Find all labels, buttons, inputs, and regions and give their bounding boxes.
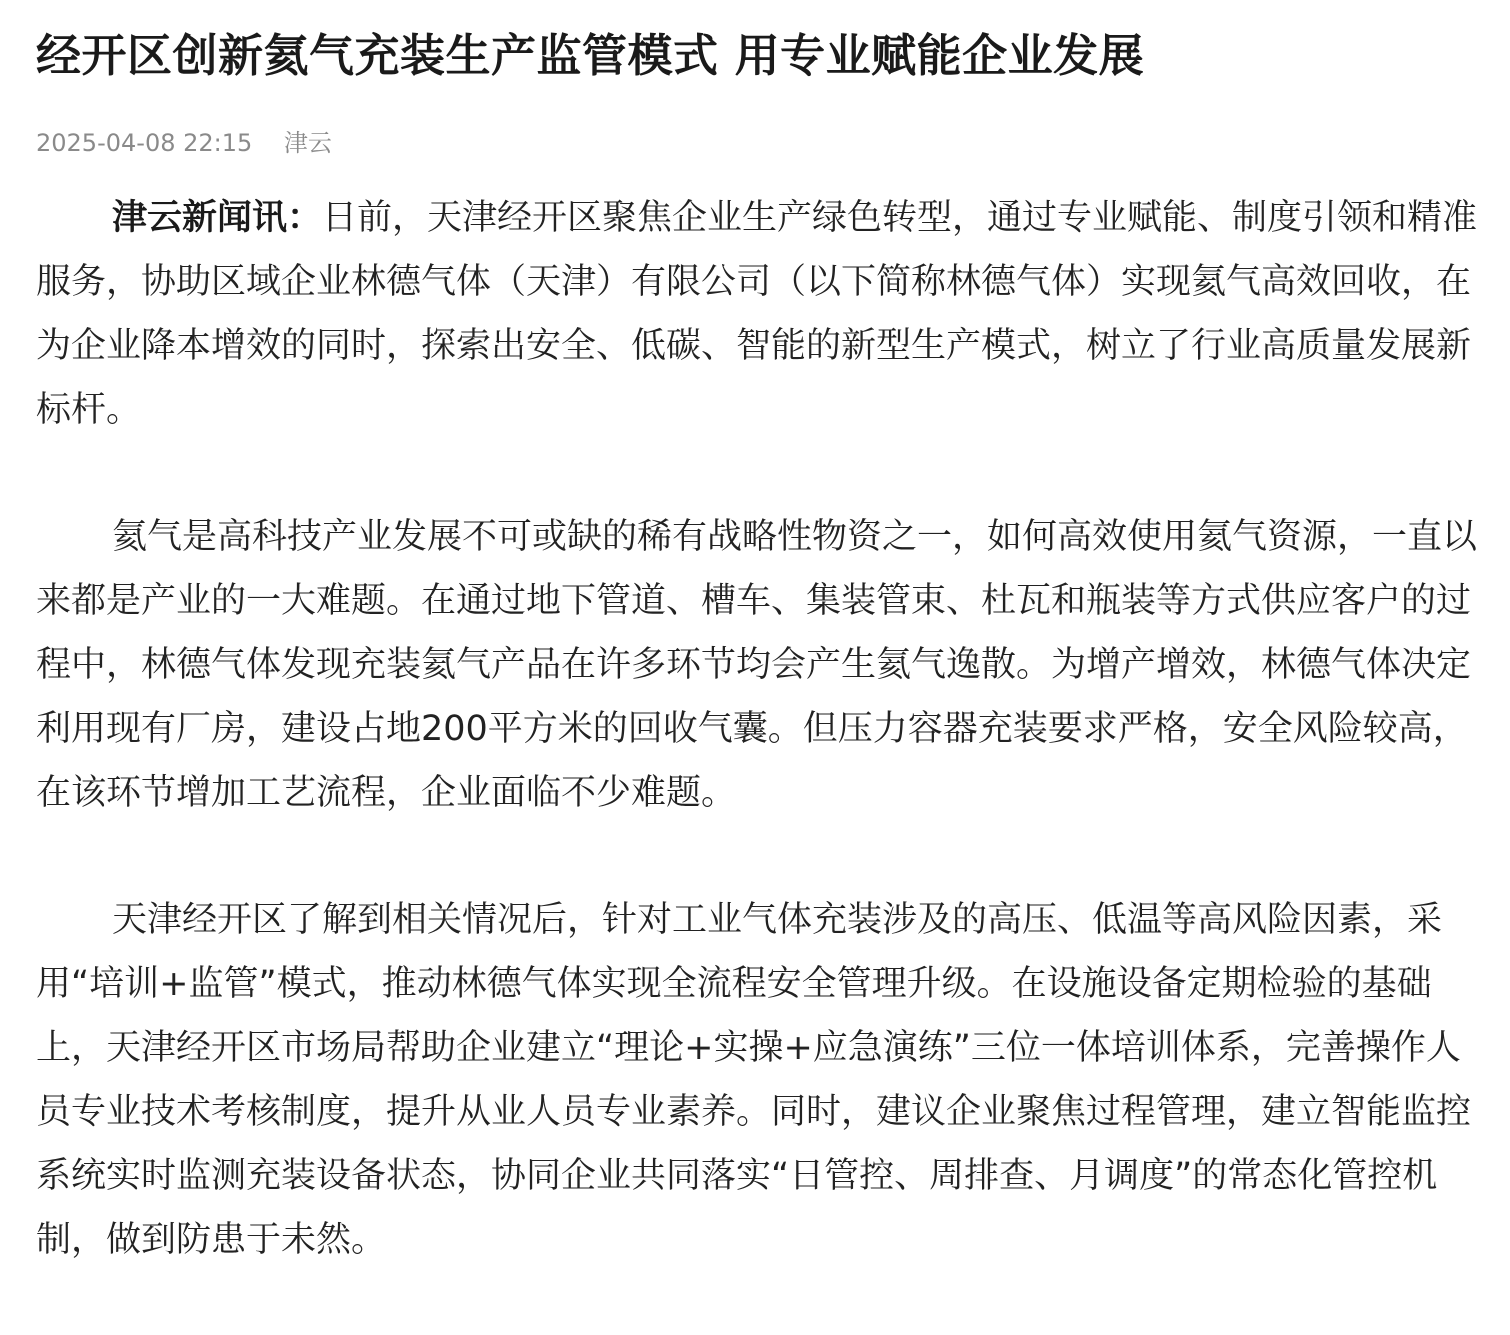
paragraph-text: 天津经开区了解到相关情况后，针对工业气体充装涉及的高压、低温等高风险因素，采用“培训+监管”模式，推动林德气体实现全流程安全管理升级。在设施设备定期检验的基础上，天津经开区市场局帮助企业建立“理论+实操+应急演练”三位一体培训体系，完善操作人员专业技术考核制度，提升从业人员专业素养。同时，建议企业聚焦过程管理，建立智能监控系统实时监测充装设备状态，协同企业共同落实“日管控、周排查、月调度”的常态化管控机制，做到防患于未然。 [36, 900, 1472, 1260]
paragraph-1 [36, 186, 1486, 442]
article-title: 经开区创新氦气充装生产监管模式 用专业赋能企业发展 [36, 29, 1145, 82]
paragraph-text: 日前，天津经开区聚焦企业生产绿色转型，通过专业赋能、制度引领和精准服务，协助区域企业林德气体（天津）有限公司（以下简称林德气体）实现氦气高效回收，在为企业降本增效的同时，探索出安全、低碳、智能的新型生产模式，树立了行业高质量发展新标杆。 [36, 198, 1478, 430]
paragraph-2 [36, 505, 1486, 825]
article [36, 0, 1486, 1335]
paragraph-3 [36, 888, 1486, 1272]
paragraph-lead: 津云新闻讯： [112, 198, 323, 238]
paragraph-text: 氦气是高科技产业发展不可或缺的稀有战略性物资之一，如何高效使用氦气资源，一直以来都是产业的一大难题。在通过地下管道、槽车、集装管束、杜瓦和瓶装等方式供应客户的过程中，林德气体发现充装氦气产品在许多环节均会产生氦气逸散。为增产增效，林德气体决定利用现有厂房，建设占地200平方米的回收气囊。但压力容器充装要求严格，安全风险较高，在该环节增加工艺流程，企业面临不少难题。 [36, 517, 1478, 813]
article-body [36, 186, 1486, 1272]
publish-date: 2025-04-08 22:15 [36, 129, 253, 157]
article-source[interactable]: 津云 [283, 129, 332, 157]
article-meta [36, 128, 1486, 158]
